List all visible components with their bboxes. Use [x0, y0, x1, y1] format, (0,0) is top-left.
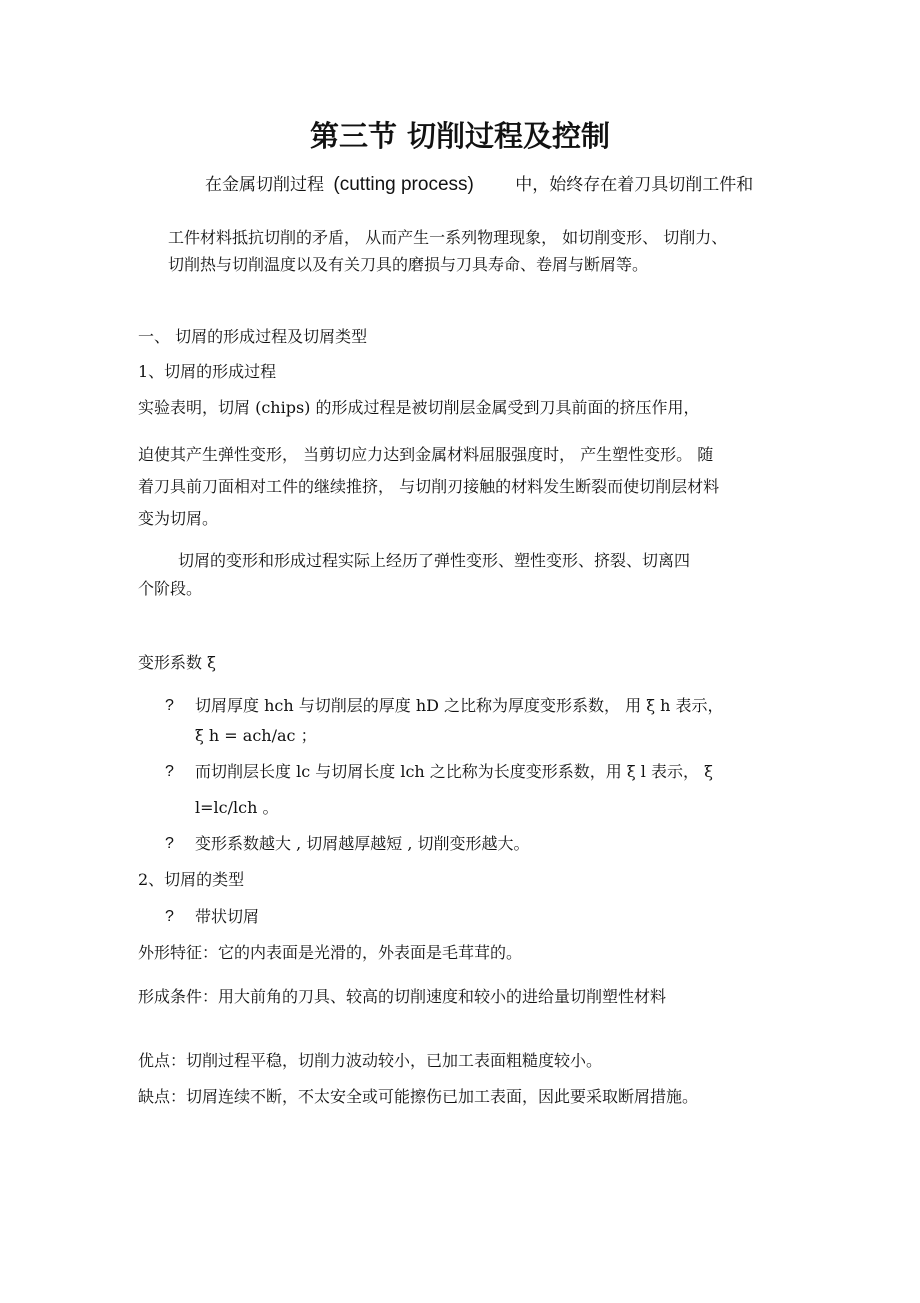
intro-line-2: 工件材料抵抗切削的矛盾， 从而产生一系列物理现象， 如切削变形、 切削力、 [168, 228, 728, 247]
bullet-length-line-2: l=lc/lch 。 [195, 798, 279, 817]
deformation-coefficient-heading: 变形系数 ξ [138, 653, 216, 672]
intro-line-1-text-b: 中，始终存在着刀具切削工件和 [515, 175, 754, 195]
section-heading-1: 一、 切屑的形成过程及切屑类型 [138, 327, 368, 346]
subsection-heading-1: 1、切屑的形成过程 [138, 362, 277, 381]
paragraph-stages-line-2: 个阶段。 [138, 579, 203, 598]
paragraph-deformation-line-3: 变为切屑。 [138, 509, 219, 528]
page-title: 第三节 切削过程及控制 [309, 119, 611, 153]
intro-line-1 [205, 175, 753, 195]
paragraph-deformation-line-1: 迫使其产生弹性变形， 当剪切应力达到金属材料屈服强度时， 产生塑性变形。 随 [138, 445, 714, 464]
bullet-thickness-line-2: ξ h = ach/ac ； [195, 726, 317, 745]
bullet-mark: ? [165, 908, 174, 925]
subsection-heading-2: 2、切屑的类型 [138, 870, 245, 889]
paragraph-deformation-line-2: 着刀具前刀面相对工件的继续推挤， 与切削刃接触的材料发生断裂而使切削层材料 [138, 477, 720, 496]
bullet-mark: ? [165, 697, 174, 714]
cutting-process-term: (cutting process) [333, 174, 474, 195]
paragraph-stages-line-1: 切屑的变形和形成过程实际上经历了弹性变形、塑性变形、挤裂、切离四 [178, 551, 691, 570]
chip-type-ribbon: 带状切屑 [195, 907, 260, 926]
bullet-summary-line-1: 变形系数越大 , 切屑越厚越短 , 切削变形越大。 [195, 834, 530, 853]
intro-line-1-text-a: 在金属切削过程 [205, 175, 324, 195]
bullet-mark: ? [165, 763, 174, 780]
chip-formation-condition: 形成条件：用大前角的刀具、较高的切削速度和较小的进给量切削塑性材料 [138, 987, 667, 1006]
chip-disadvantage: 缺点：切屑连续不断，不太安全或可能擦伤已加工表面，因此要采取断屑措施。 [138, 1087, 699, 1106]
paragraph-chips-line-1: 实验表明，切屑 (chips) 的形成过程是被切削层金属受到刀具前面的挤压作用， [138, 398, 700, 417]
intro-line-3: 切削热与切削温度以及有关刀具的磨损与刀具寿命、卷屑与断屑等。 [168, 255, 649, 274]
bullet-length-line-1: 而切削层长度 lc 与切屑长度 lch 之比称为长度变形系数，用 ξ l 表示， ξ [195, 762, 713, 781]
bullet-mark: ? [165, 835, 174, 852]
chip-advantage: 优点：切削过程平稳，切削力波动较小，已加工表面粗糙度较小。 [138, 1051, 603, 1070]
chip-shape-description: 外形特征：它的内表面是光滑的，外表面是毛茸茸的。 [138, 943, 523, 962]
bullet-thickness-line-1: 切屑厚度 hch 与切削层的厚度 hD 之比称为厚度变形系数， 用 ξ h 表示， [195, 696, 724, 715]
